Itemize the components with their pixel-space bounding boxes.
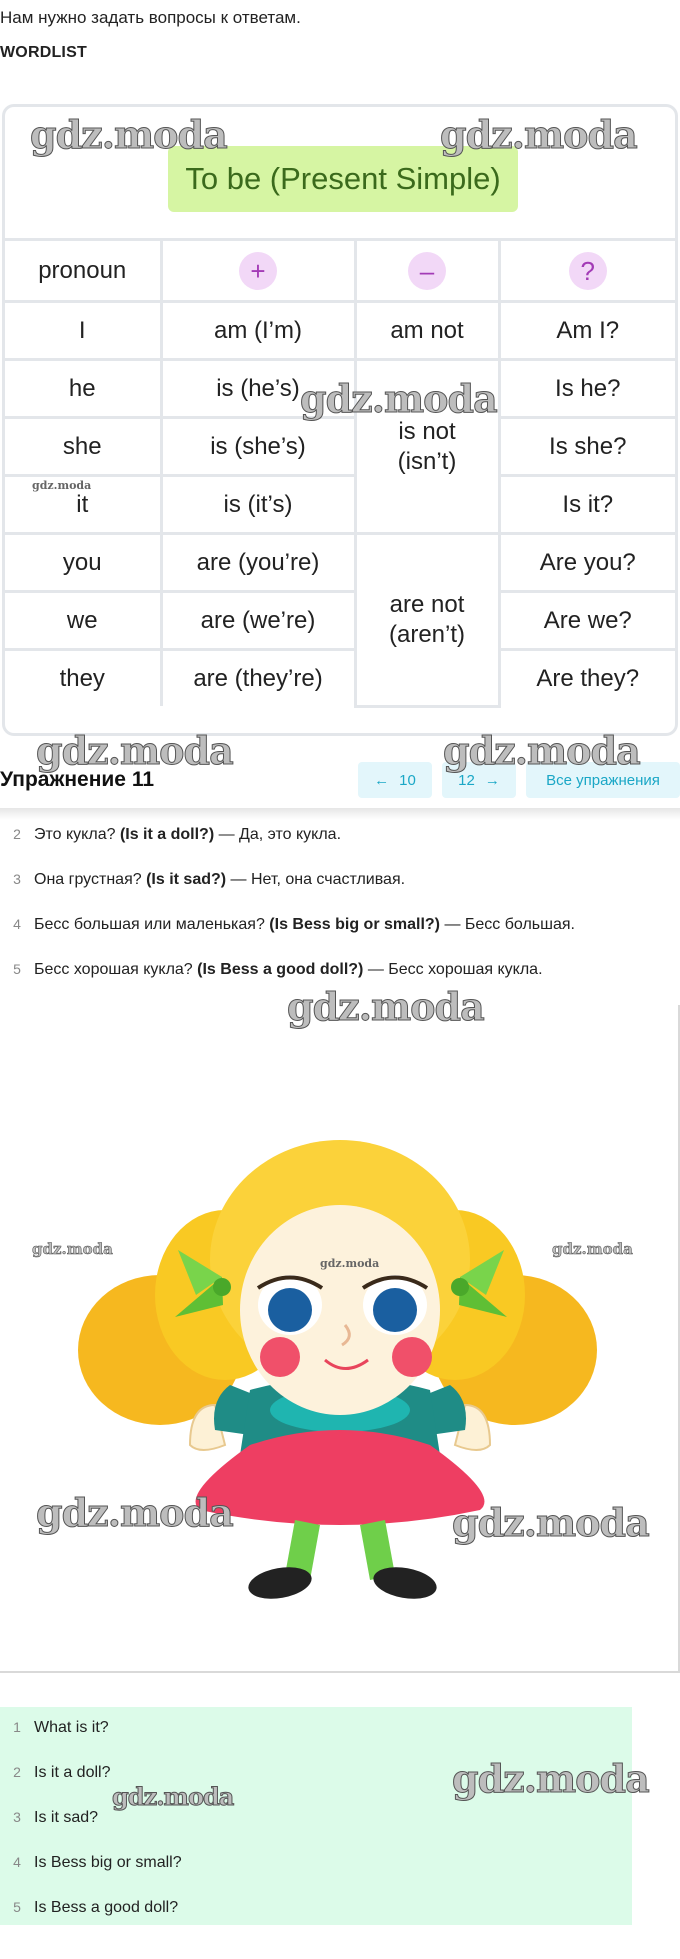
table-row [5, 592, 675, 650]
table-row [5, 302, 675, 360]
item-text: Бесс большая или маленькая? [34, 916, 270, 933]
answers-block [0, 1707, 632, 1925]
item-number: 5 [13, 961, 21, 977]
item-number: 2 [13, 826, 21, 842]
item-answer: — Бесс хорошая кукла. [363, 961, 543, 978]
pronoun-cell: she [5, 418, 161, 476]
list-item [0, 1854, 182, 1872]
minus-icon: – [408, 252, 446, 290]
item-number: 5 [13, 1899, 21, 1915]
wordlist-heading[interactable]: WORDLIST [0, 44, 87, 61]
watermark: gdz.moda [452, 1756, 649, 1801]
item-number: 3 [13, 871, 21, 887]
item-translation: (Is it a doll?) [119, 826, 215, 843]
exercise-title: Упражнение 11 [0, 768, 155, 791]
table-row [5, 418, 675, 476]
item-number: 3 [13, 1809, 21, 1825]
question-cell: Is it? [499, 476, 675, 534]
item-translation: (Is Bess big or small?) [269, 916, 441, 933]
header-question [499, 240, 675, 302]
item-answer: — Нет, она счастливая. [226, 871, 406, 888]
item-number: 1 [13, 1719, 21, 1735]
answer-text: What is it? [34, 1719, 109, 1736]
pronoun-cell: he [5, 360, 161, 418]
arrow-left-icon: ← [374, 771, 390, 789]
all-exercises-label: Все упражнения [546, 771, 660, 789]
watermark: gdz.moda [112, 1782, 234, 1811]
doll-image [0, 1005, 680, 1673]
table-row [5, 650, 675, 707]
question-cell: Is he? [499, 360, 675, 418]
intro-text: Нам нужно задать вопросы к ответам. [0, 8, 301, 27]
item-text: Она грустная? [34, 871, 147, 888]
question-cell: Are you? [499, 534, 675, 592]
question-icon: ? [569, 252, 607, 290]
pronoun-cell: they [5, 650, 161, 707]
watermark: gdz.moda [552, 1240, 633, 1258]
watermark: gdz.moda [443, 728, 640, 773]
item-translation: (Is Bess a good doll?) [197, 961, 364, 978]
item-answer: — Да, это кукла. [214, 826, 342, 843]
pronoun-cell: we [5, 592, 161, 650]
answer-text: Is it sad? [34, 1809, 99, 1826]
item-number: 2 [13, 1764, 21, 1780]
list-item [0, 1899, 178, 1917]
plus-icon: + [239, 252, 277, 290]
pronoun-cell: it [5, 476, 161, 534]
affirmative-cell: are (you’re) [161, 534, 355, 592]
item-number: 4 [13, 916, 21, 932]
question-cell: Are they? [499, 650, 675, 707]
prev-exercise-button[interactable] [358, 762, 432, 798]
prev-exercise-label: 10 [399, 771, 416, 789]
negative-cell: are not (aren’t) [355, 534, 499, 707]
affirmative-cell: am (I’m) [161, 302, 355, 360]
list-item [0, 1809, 98, 1827]
list-item [0, 1719, 109, 1737]
watermark: gdz.moda [440, 112, 637, 157]
section-divider [0, 808, 680, 820]
watermark: gdz.moda [452, 1500, 649, 1545]
answer-text: Is Bess big or small? [34, 1854, 182, 1871]
list-item [0, 916, 575, 934]
watermark: gdz.moda [36, 1490, 233, 1535]
header-minus [355, 240, 499, 302]
watermark: gdz.moda [36, 728, 233, 773]
list-item [0, 826, 341, 844]
item-answer: — Бесс большая. [440, 916, 575, 933]
question-cell: Am I? [499, 302, 675, 360]
affirmative-cell: are (we’re) [161, 592, 355, 650]
watermark: gdz.moda [32, 479, 92, 492]
list-item [0, 961, 543, 979]
watermark: gdz.moda [30, 112, 227, 157]
question-cell: Is she? [499, 418, 675, 476]
header-plus [161, 240, 355, 302]
item-translation: (Is it sad?) [146, 871, 227, 888]
affirmative-cell: is (he’s) [161, 360, 355, 418]
item-number: 4 [13, 1854, 21, 1870]
table-row [5, 476, 675, 534]
grammar-table [5, 238, 675, 708]
item-text: Бесс хорошая кукла? [34, 961, 198, 978]
table-title: To be (Present Simple) [168, 146, 518, 212]
arrow-right-icon: → [484, 771, 500, 789]
affirmative-cell: is (she’s) [161, 418, 355, 476]
item-text: Это кукла? [34, 826, 120, 843]
watermark: gdz.moda [32, 1240, 113, 1258]
answer-text: Is Bess a good doll? [34, 1899, 179, 1916]
list-item [0, 871, 405, 889]
watermark: gdz.moda [320, 1257, 380, 1270]
negative-cell: is not (isn’t) [355, 360, 499, 534]
list-item [0, 1764, 110, 1782]
next-exercise-label: 12 [458, 771, 475, 789]
table-row [5, 534, 675, 592]
pronoun-cell: I [5, 302, 161, 360]
watermark: gdz.moda [287, 984, 484, 1029]
affirmative-cell: are (they’re) [161, 650, 355, 707]
answer-text: Is it a doll? [34, 1764, 111, 1781]
pronoun-cell: you [5, 534, 161, 592]
affirmative-cell: is (it’s) [161, 476, 355, 534]
negative-cell: am not [355, 302, 499, 360]
header-pronoun: pronoun [5, 240, 161, 302]
doll-illustration [0, 1005, 680, 1673]
watermark: gdz.moda [300, 376, 497, 421]
question-cell: Are we? [499, 592, 675, 650]
table-header-row [5, 240, 675, 302]
